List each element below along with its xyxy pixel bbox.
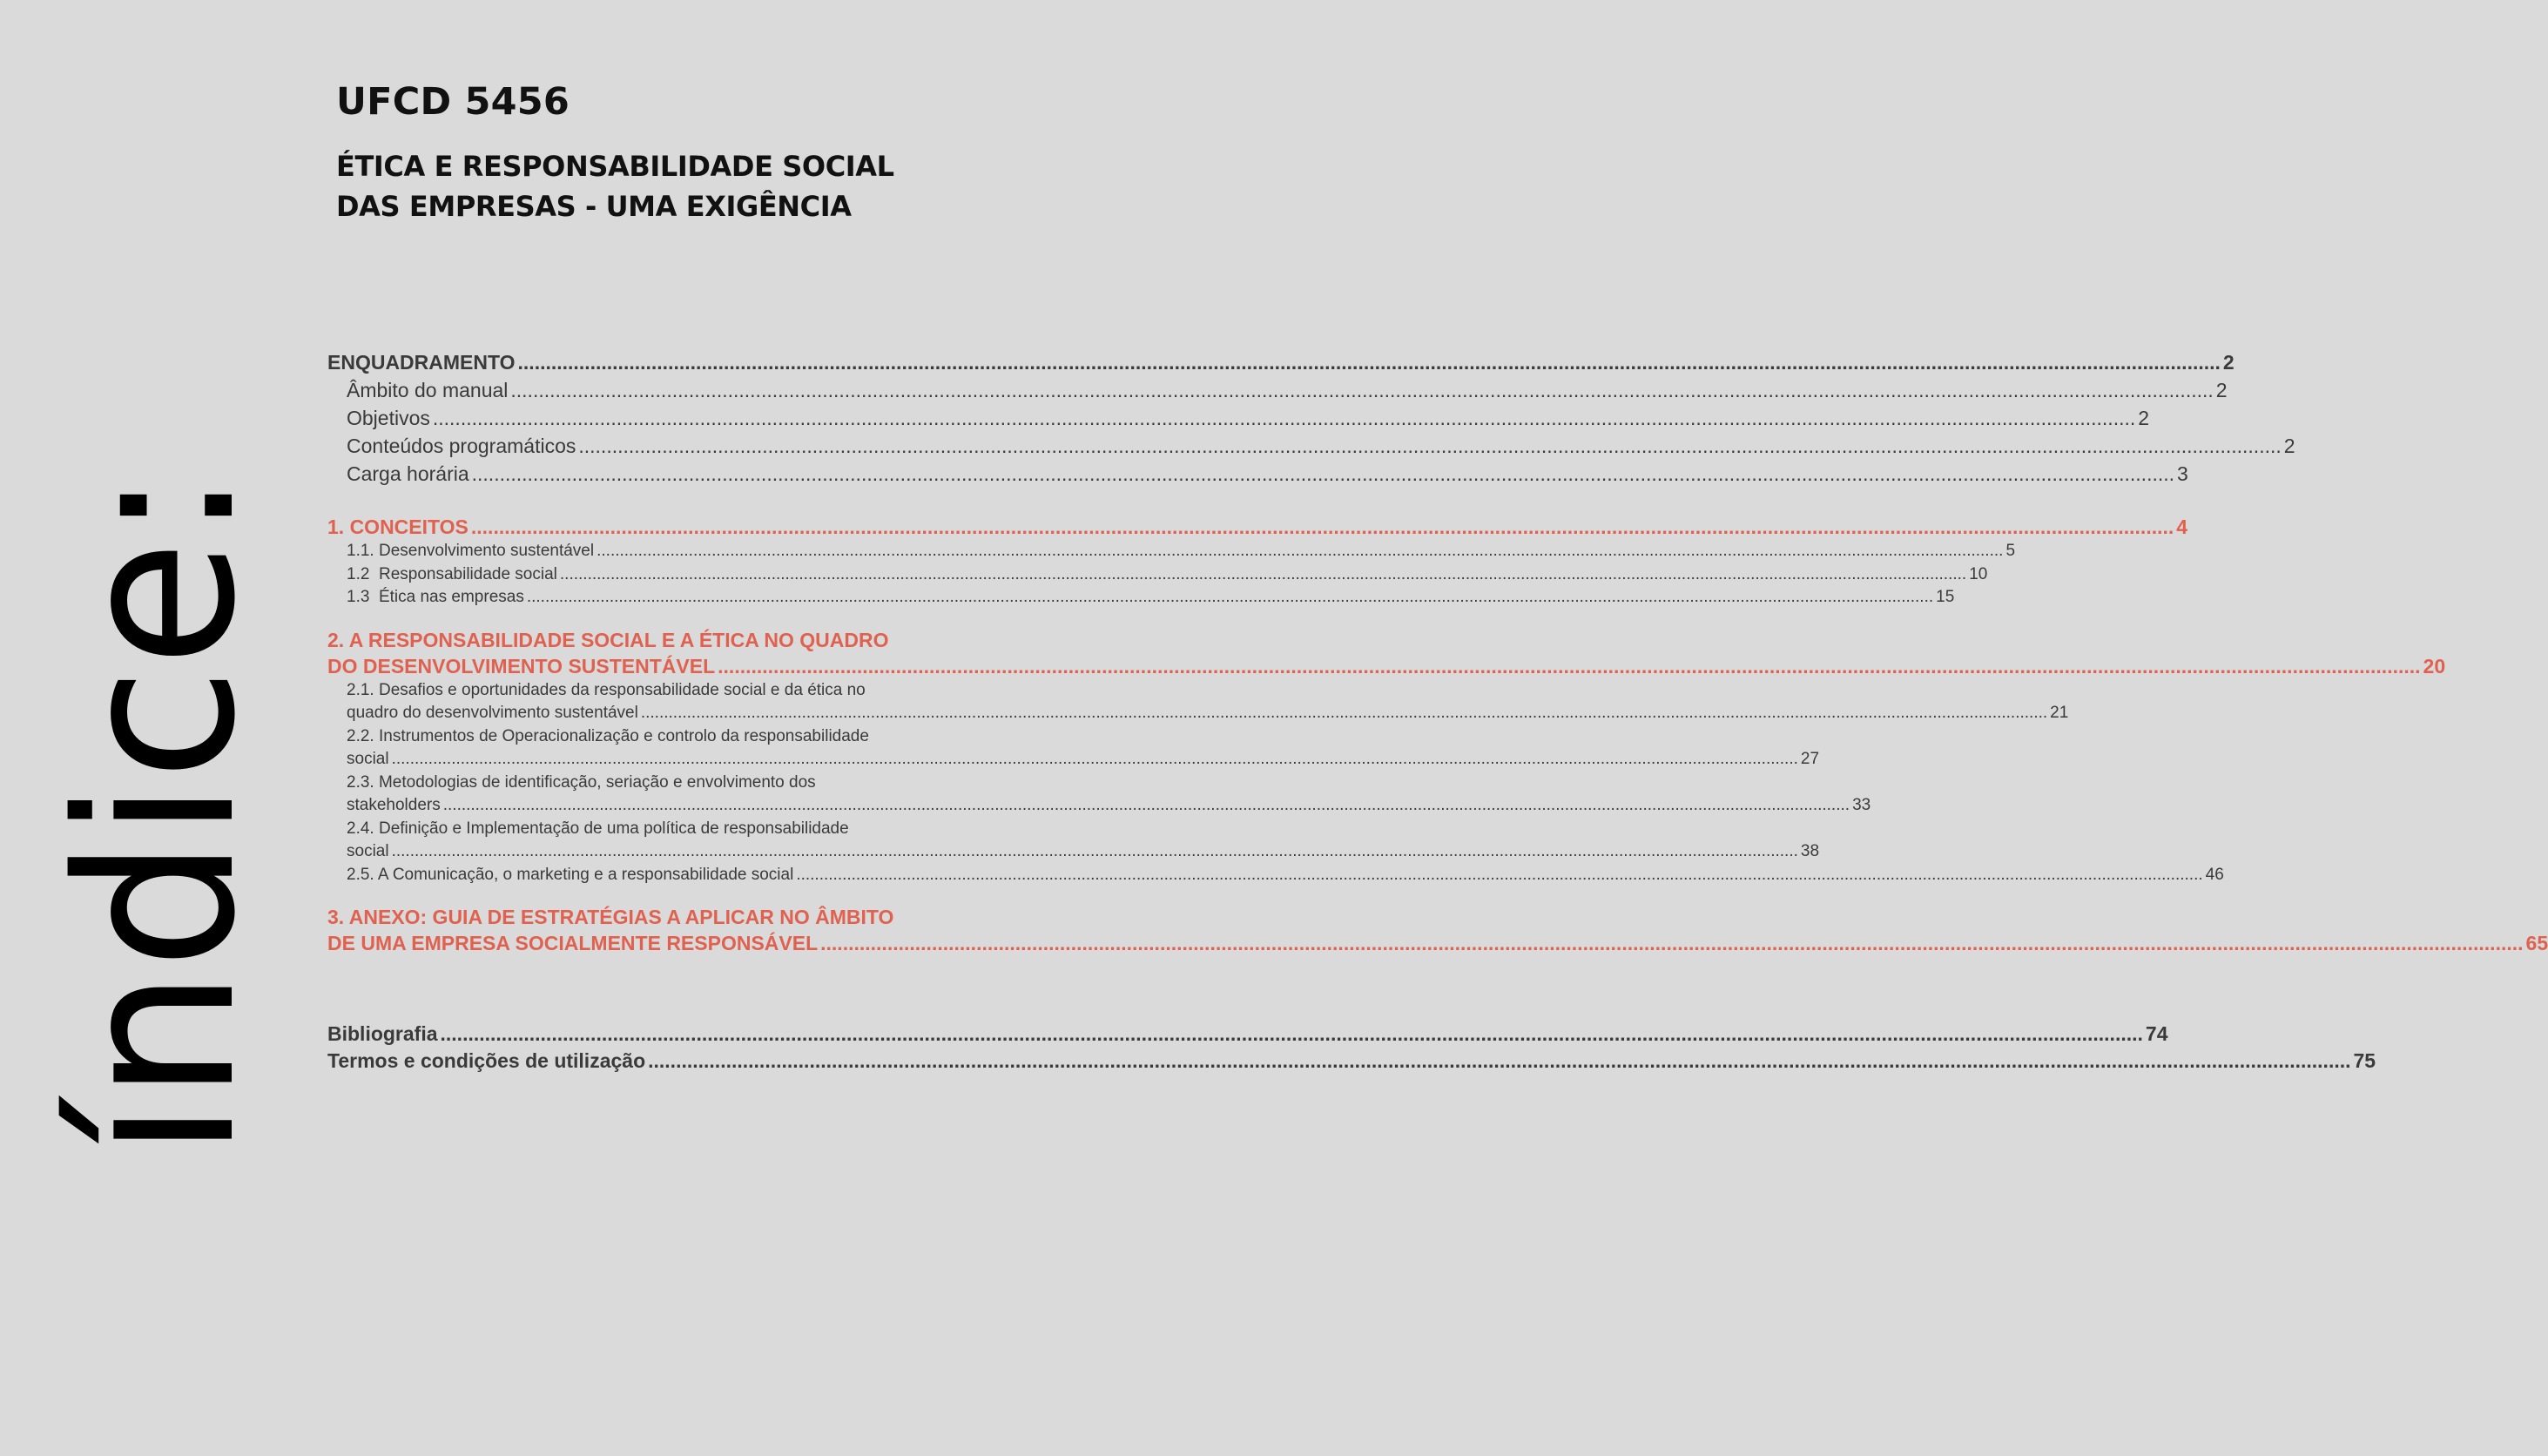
toc-entry[interactable]: Âmbito do manual ..... 2	[327, 376, 920, 404]
dot-leader	[820, 930, 2523, 956]
dot-leader	[392, 748, 1798, 772]
dot-leader	[527, 586, 1933, 610]
dot-leader	[443, 794, 1850, 818]
index-vertical-title	[32, 440, 283, 1158]
toc-entry[interactable]: 2.1. Desafios e oportunidades da responsabilidade social e da ética no quadro do desenvolvimento sustentável ..... 21	[327, 679, 920, 725]
dot-leader	[392, 840, 1798, 864]
toc-entry[interactable]: 2.4. Definição e Implementação de uma política de responsabilidade social ..... 38	[327, 818, 920, 864]
document-header	[336, 77, 963, 226]
index-title-text: índice:	[32, 440, 283, 1158]
course-title-line-2: DAS EMPRESAS - UMA EXIGÊNCIA	[336, 190, 852, 223]
dot-leader	[441, 1021, 2143, 1048]
dot-leader	[472, 460, 2174, 488]
course-title-line-1: ÉTICA E RESPONSABILIDADE SOCIAL	[336, 150, 894, 183]
toc-entry[interactable]: Objetivos ..... 2	[327, 404, 920, 432]
toc-entry-section-2[interactable]: 2. A RESPONSABILIDADE SOCIAL E A ÉTICA NO QUADRO DO DESENVOLVIMENTO SUSTENTÁVEL ..... 20	[327, 627, 920, 679]
toc-entry[interactable]: 1.3 Ética nas empresas ..... 15	[327, 586, 920, 610]
toc-entry[interactable]: 2.5. A Comunicação, o marketing e a responsabilidade social ..... 46	[327, 864, 920, 887]
course-code: UFCD 5456	[336, 80, 570, 124]
dot-leader	[578, 432, 2281, 460]
toc-entry[interactable]: Carga horária ..... 3	[327, 460, 920, 488]
toc-entry-termos[interactable]: Termos e condições de utilização ..... 75	[327, 1048, 920, 1075]
toc-entry-bibliografia[interactable]: Bibliografia ..... 74	[327, 1021, 920, 1048]
table-of-contents	[327, 348, 2548, 1075]
toc-entry-section-1[interactable]: 1. CONCEITOS ..... 4	[327, 514, 920, 540]
toc-entry[interactable]: 1.2 Responsabilidade social ..... 10	[327, 563, 920, 587]
toc-entry[interactable]: 2.2. Instrumentos de Operacionalização e controlo da responsabilidade social ..... 27	[327, 725, 920, 772]
course-title	[336, 146, 963, 226]
toc-entry[interactable]: 1.1. Desenvolvimento sustentável ..... 5	[327, 540, 920, 563]
dot-leader	[518, 348, 2221, 376]
dot-leader	[597, 540, 2003, 563]
dot-leader	[510, 376, 2213, 404]
dot-leader	[433, 404, 2135, 432]
toc-entry-enquadramento[interactable]: ENQUADRAMENTO ..... 2	[327, 348, 920, 376]
dot-leader	[648, 1048, 2350, 1075]
dot-leader	[796, 864, 2202, 887]
dot-leader	[471, 514, 2174, 540]
toc-entry[interactable]: 2.3. Metodologias de identificação, seriação e envolvimento dos stakeholders ..... 33	[327, 772, 920, 818]
toc-entry-section-3[interactable]: 3. ANEXO: GUIA DE ESTRATÉGIAS A APLICAR NO ÂMBITO DE UMA EMPRESA SOCIALMENTE RESPONSÁVEL ..... 65	[327, 904, 920, 956]
dot-leader	[560, 563, 1966, 587]
dot-leader	[718, 653, 2420, 679]
toc-entry[interactable]: Conteúdos programáticos ..... 2	[327, 432, 920, 460]
dot-leader	[641, 702, 2047, 725]
